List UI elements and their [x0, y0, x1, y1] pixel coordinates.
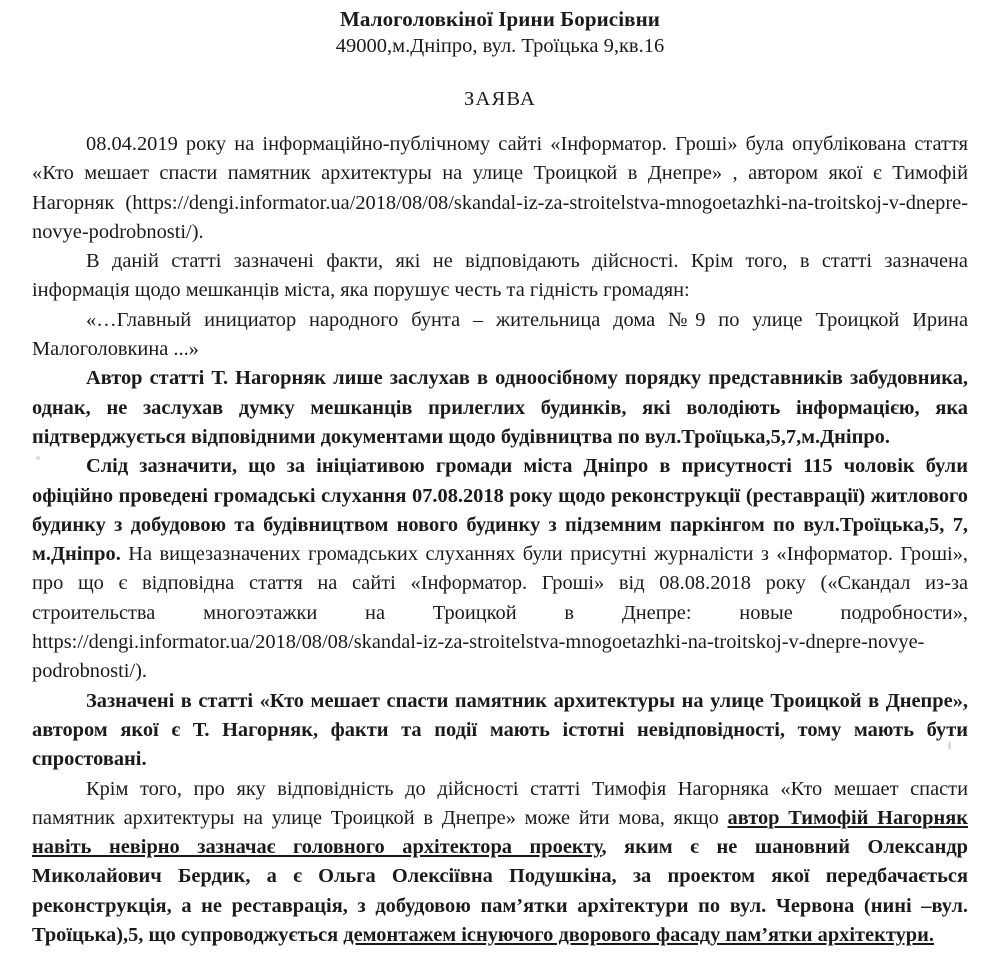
paragraph-6: Зазначені в статті «Кто мешает спасти памятник архитектуры на улице Троицкой в Днепре», автором якої є Т. Нагорняк, факти та події мають істотні невідповідності, тому мають бути спростовані. — [32, 689, 968, 771]
paragraph-4: Автор статті Т. Нагорняк лише заслухав в одноосібному порядку представників забудовника, однак, не заслухав думку мешканців прилеглих будинків, які володіють інформацією, яка підтверджується відповідними документами щодо будівництва по вул.Троїцька,5,7,м.Дніпро. — [32, 367, 968, 448]
paragraph-3-quote: «…Главный инициатор народного бунта – жительница дома №9 по улице Троицкой Ирина Малоголовкина ...» — [32, 308, 968, 361]
paragraph-7 — [32, 775, 968, 951]
paragraph-7-run-1: Крім того, про яку відповідність до дійсності статті Тимофія Нагорняка «Кто мешает спасти памятник архитектуры на улице Троицкой в Днепре» може йти мова, якщо — [32, 777, 968, 829]
paragraph-5 — [32, 452, 968, 686]
paragraph-5-bold-run: Слід зазначити, що за ініціативою громади міста Дніпро в присутності 115 чоловік були офіційно проведені громадські слухання 07.08.2018 року щодо реконструкції (реставрації) житлового будинку з добудовою та будівництвом нового будинку з підземним паркінгом по вул.Троїцька,5, 7, м.Дніпро. — [32, 455, 968, 566]
addressee-address: 49000,м.Дніпро, вул. Троїцька 9,кв.16 — [335, 35, 665, 57]
paragraph-7-run-2: , яким є не шановний Олександр Миколайович Бердик, а є Ольга Олексіївна Подушкіна, за проектом якої передбачається реконструкція, а не реставрація, з добудовою пам’ятки архітектури по вул. Червона (нині –вул. Троїцька),5, що супроводжується — [32, 836, 968, 947]
letter-header — [32, 0, 968, 60]
paragraph-2: В даній статті зазначені факти, які не відповідають дійсності. Крім того, в статті зазначена інформація щодо мешканців міста, яка порушує честь та гідність громадян: — [32, 250, 968, 302]
addressee-name: Малоголовкіної Ірини Борисівни — [340, 7, 660, 31]
paragraph-1: 08.04.2019 року на інформаційно-публічному сайті «Інформатор. Гроші» була опублікована стаття «Кто мешает спасти памятник архитектуры на улице Троицкой в Днепре» , автором якої є Тимофій Нагорняк (https://dengi.informator.ua/2018/08/08/skandal-iz-za-stroitelstva-mnogoetazhki-na-troitskoj-v-dnepre-novye-podrobnosti/). — [32, 133, 968, 243]
paragraph-7-emphasis-1: автор Тимофій Нагорняк навіть невірно зазначає головного архітектора проекту — [32, 806, 968, 859]
paragraph-7-emphasis-2: демонтажем існуючого дворового фасаду пам’ятки архітектури. — [343, 924, 934, 947]
paragraph-5-normal-run: На вищезазначених громадських слуханнях були присутні журналісти з «Інформатор. Гроші», про що є відповідна стаття на сайті «Інформатор. Гроші» від 08.08.2018 року («Скандал из-за строительства многоэтажки на Троицкой в Днепре: новые подробности», https://dengi.informator.ua/2018/08/08/skandal-iz-za-stroitelstva-mnogoetazhki-na-troitskoj-v-dnepre-novye-podrobnosti/). — [32, 543, 968, 683]
document-body — [32, 0, 968, 950]
document-title: ЗАЯВА — [464, 88, 536, 110]
